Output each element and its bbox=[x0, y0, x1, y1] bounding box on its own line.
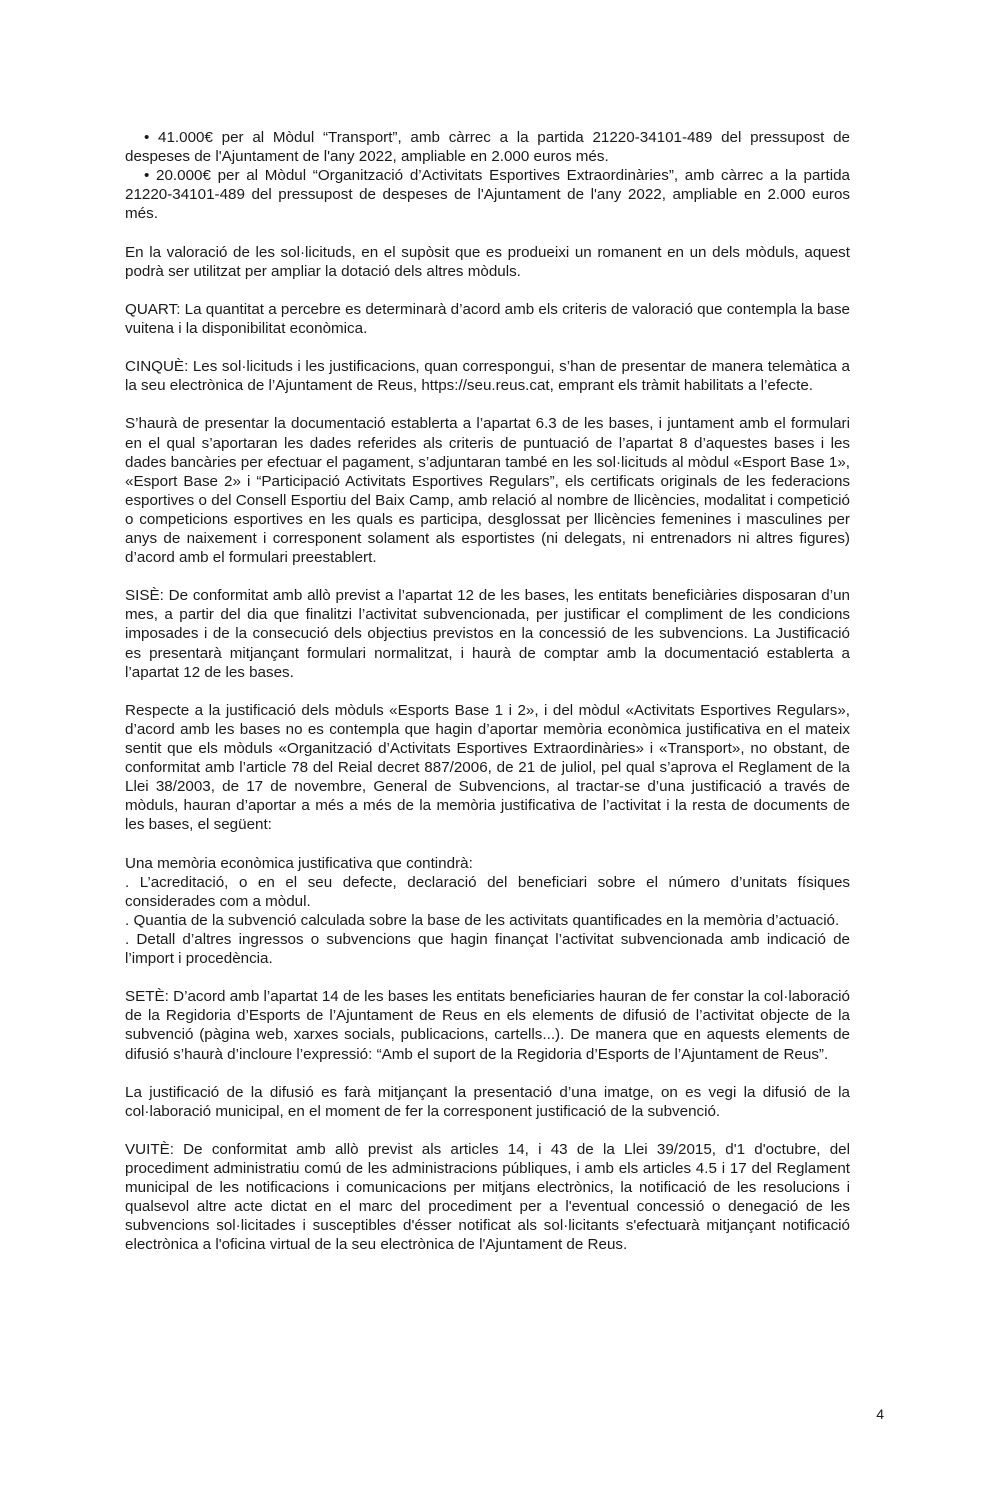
paragraph-difusio: La justificació de la difusió es farà mitjançant la presentació d’una imatge, on es vegi la difusió de la col·laboració municipal, en el moment de fer la corresponent justificació de la subvenció. bbox=[125, 1083, 850, 1120]
memoria-item: . L’acreditació, o en el seu defecte, declaració del beneficiari sobre el número d’unitats físiques considerades com a mòdul. bbox=[125, 873, 850, 910]
paragraph-sise: SISÈ: De conformitat amb allò previst a l’apartat 12 de les bases, les entitats beneficiàries disposaran d’un mes, a partir del dia que finalitzi l’activitat subvencionada, per justificar el compliment de les condicions imposades i de la consecució dels objectius previstos en la concessió de les subvencions. La Justificació es presentarà mitjançant formulari normalitzat, i haurà de comptar amb la documentació establerta a l’apartat 12 de les bases. bbox=[125, 587, 850, 681]
bullet-transport: • 41.000€ per al Mòdul “Transport”, amb càrrec a la partida 21220-34101-489 del pressupost de despeses de l'Ajuntament de l'any 2022, ampliable en 2.000 euros més. bbox=[125, 129, 850, 166]
paragraph-valoracio: En la valoració de les sol·licituds, en el supòsit que es produeixi un romanent en un dels mòduls, aquest podrà ser utilitzat per ampliar la dotació dels altres mòduls. bbox=[125, 243, 850, 280]
paragraph-quart: QUART: La quantitat a percebre es determinarà d’acord amb els criteris de valoració que contempla la base vuitena i la disponibilitat econòmica. bbox=[125, 300, 850, 337]
memoria-item: . Detall d’altres ingressos o subvencions que hagin finançat l’activitat subvencionada amb indicació de l’import i procedència. bbox=[125, 930, 850, 968]
paragraph-cinque: CINQUÈ: Les sol·licituds i les justificacions, quan correspongui, s’han de presentar de manera telemàtica a la seu electrònica de l’Ajuntament de Reus, https://seu.reus.cat, emprant els tràmit habilitats a l’efecte. bbox=[125, 358, 850, 395]
paragraph-vuite: VUITÈ: De conformitat amb allò previst als articles 14, i 43 de la Llei 39/2015, d'1 d'octubre, del procediment administratiu comú de les administracions públiques, i amb els articles 4.5 i 17 del Reglament municipal de les notificacions i comunicacions per mitjans electrònics, la notificació de les resolucions i qualsevol altre acte dictat en el marc del procediment per a l'eventual concessió o denegació de les subvencions sol·licitades i susceptibles d'ésser notificat als sol·licitants s'efectuarà mitjançant notificació electrònica a l'oficina virtual de la seu electrònica de l'Ajuntament de Reus. bbox=[125, 1140, 850, 1254]
memoria-intro: Una memòria econòmica justificativa que contindrà: bbox=[125, 854, 473, 872]
memoria-item: . Quantia de la subvenció calculada sobre la base de les activitats quantificades en la memòria d’actuació. bbox=[125, 911, 840, 929]
paragraph-justificacio-moduls: Respecte a la justificació dels mòduls «Esports Base 1 i 2», i del mòdul «Activitats Esportives Regulars», d’acord amb les bases no es contempla que hagin d’aportar memòria econòmica justificativa en el mateix sentit que els mòduls «Organització d’Activitats Esportives Extraordinàries» i «Transport», no obstant, de conformitat amb l’article 78 del Reial decret 887/2006, de 21 de juliol, pel qual s’aprova el Reglament de la Llei 38/2003, de 17 de novembre, General de Subvencions, al tractar-se d’una justificació a través de mòduls, hauran d’aportar a més a més de la memòria justificativa de l’activitat i la resta de documents de les bases, el següent: bbox=[125, 701, 850, 834]
bullet-activitats-extraordinaries: • 20.000€ per al Mòdul “Organització d’Activitats Esportives Extraordinàries”, amb càrrec a la partida 21220-34101-489 del pressupost de despeses de l'Ajuntament de l'any 2022, ampliable en 2.000 euros més. bbox=[125, 167, 850, 223]
document-body bbox=[125, 128, 850, 1274]
page-number: 4 bbox=[876, 1406, 884, 1422]
paragraph-documentacio: S’haurà de presentar la documentació establerta a l’apartat 6.3 de les bases, i juntament amb el formulari en el qual s’aportaran les dades referides als criteris de puntuació de l’apartat 8 d’aquestes bases i les dades bancàries per efectuar el pagament, s’adjuntaran també en les sol·licituds al mòdul «Esport Base 1», «Esport Base 2» i “Participació Activitats Esportives Regulars”, els certificats originals de les federacions esportives o del Consell Esportiu del Baix Camp, amb relació al nombre de llicències, modalitat i competició o competicions esportives en les quals es participa, desglossat per llicències femenines i masculines per anys de naixement i corresponent solament als esportistes (ni delegats, ni entrenadors ni altres figures) d’acord amb el formulari preestablert. bbox=[125, 415, 850, 567]
paragraph-sete: SETÈ: D’acord amb l’apartat 14 de les bases les entitats beneficiaries hauran de fer constar la col·laboració de la Regidoria d’Esports de l’Ajuntament de Reus en els elements de difusió de l’activitat objecte de la subvenció (pàgina web, xarxes socials, publicacions, cartells...). De manera que en aquests elements de difusió s’haurà d’incloure l’expressió: “Amb el suport de la Regidoria d’Esports de l’Ajuntament de Reus”. bbox=[125, 988, 850, 1063]
